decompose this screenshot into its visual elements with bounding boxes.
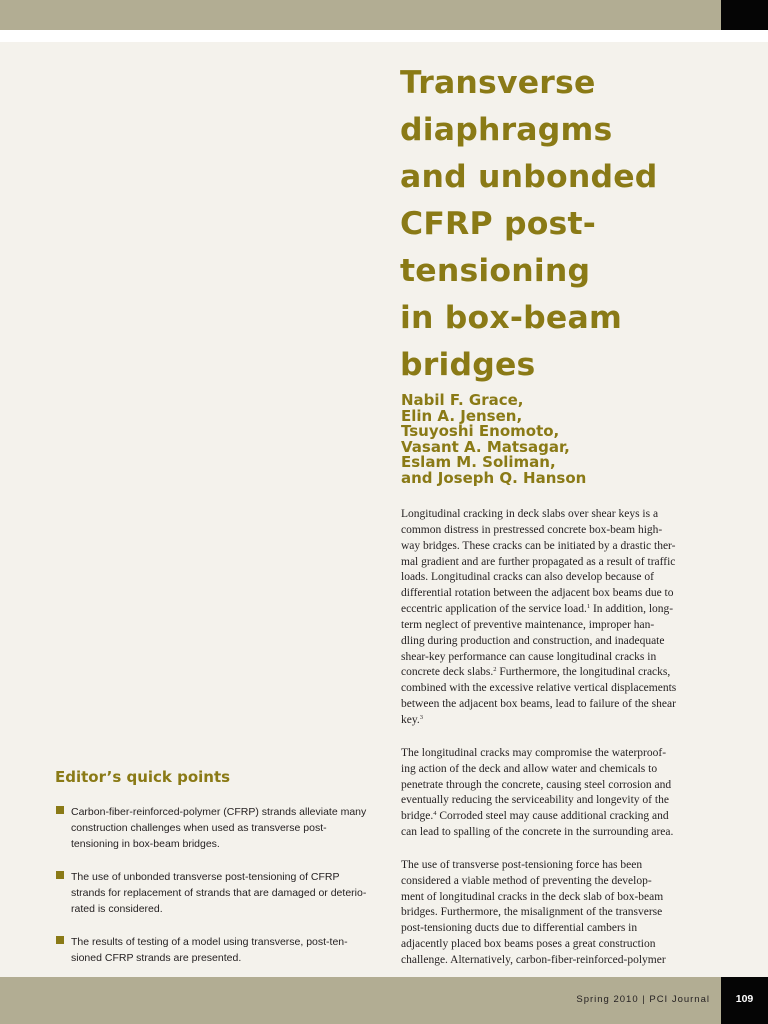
body-line: loads. Longitudinal cracks can also develop because of xyxy=(401,571,654,584)
body-line: The longitudinal cracks may compromise the waterproof- xyxy=(401,746,667,759)
quick-point-line: strands for replacement of strands that are damaged or deterio- xyxy=(71,887,367,899)
body-line xyxy=(401,713,713,729)
author-line: Vasant A. Matsagar, xyxy=(401,437,570,456)
quick-point-line: rated is considered. xyxy=(71,903,163,915)
citation-ref: 4 xyxy=(433,810,437,818)
body-line: term neglect of preventive maintenance, improper han- xyxy=(401,618,655,631)
body-line: challenge. Alternatively, carbon-fiber-reinforced-polymer xyxy=(401,953,666,966)
header-rule xyxy=(0,30,768,42)
author-list xyxy=(401,393,761,487)
author-line: Eslam M. Soliman, xyxy=(401,453,556,472)
body-text: In addition, long- xyxy=(590,603,674,616)
title-line: in box-beam xyxy=(400,300,622,336)
author-line: Nabil F. Grace, xyxy=(401,391,524,409)
title-line: tensioning xyxy=(400,253,591,289)
quick-point-item xyxy=(55,804,385,852)
body-column xyxy=(401,507,713,986)
body-line xyxy=(401,809,713,825)
body-text: bridge. xyxy=(401,810,434,823)
body-line xyxy=(401,665,713,681)
body-line: Longitudinal cracking in deck slabs over shear keys is a xyxy=(401,508,659,520)
body-text: concrete deck slabs. xyxy=(401,666,494,679)
body-text: key. xyxy=(401,713,420,726)
body-line: The use of transverse post-tensioning force has been xyxy=(401,858,643,871)
author-line: Elin A. Jensen, xyxy=(401,406,523,425)
body-line: penetrate through the concrete, causing steel corrosion and xyxy=(401,778,672,791)
citation-ref: 2 xyxy=(493,666,497,674)
body-text: eccentric application of the service load. xyxy=(401,603,587,616)
body-paragraph-2 xyxy=(401,746,713,841)
header-corner-block xyxy=(721,0,768,30)
title-line: CFRP post- xyxy=(400,206,597,242)
square-bullet-icon xyxy=(56,871,64,879)
quick-point-line: sioned CFRP strands are presented. xyxy=(71,952,242,964)
author-line: Tsuyoshi Enomoto, xyxy=(401,422,560,441)
author-line: and Joseph Q. Hanson xyxy=(401,468,587,487)
quick-point-item xyxy=(55,869,385,917)
body-line: common distress in prestressed concrete box-beam high- xyxy=(401,523,663,536)
title-line: bridges xyxy=(400,347,536,383)
body-line: considered a viable method of preventing the develop- xyxy=(401,874,652,887)
body-line: way bridges. These cracks can be initiated by a drastic ther- xyxy=(401,539,676,552)
body-line: combined with the excessive relative vertical displacements xyxy=(401,682,677,695)
body-line: post-tensioning ducts due to differential cambers in xyxy=(401,922,638,935)
title-line: Transverse xyxy=(400,65,596,101)
quick-point-line: The use of unbonded transverse post-tensioning of CFRP xyxy=(71,871,340,883)
quick-point-text xyxy=(71,934,385,966)
body-line xyxy=(401,602,713,618)
body-line: mal gradient and are further propagated as a result of traffic xyxy=(401,555,676,568)
header-band xyxy=(0,0,721,30)
citation-ref: 3 xyxy=(419,713,423,721)
quick-point-item xyxy=(55,934,385,966)
article-title xyxy=(400,60,760,389)
square-bullet-icon xyxy=(56,936,64,944)
body-line: shear-key performance can cause longitudinal cracks in xyxy=(401,650,657,663)
body-line: bridges. Furthermore, the misalignment of the transverse xyxy=(401,906,663,919)
body-line: ment of longitudinal cracks in the deck slab of box-beam xyxy=(401,890,664,903)
quick-point-line: The results of testing of a model using transverse, post-ten- xyxy=(71,936,348,948)
body-text: Corroded steel may cause additional cracking and xyxy=(436,810,669,823)
title-line: diaphragms xyxy=(400,112,613,148)
body-line: between the adjacent box beams, lead to failure of the shear xyxy=(401,698,676,711)
quick-point-line: construction challenges when used as transverse post- xyxy=(71,822,327,834)
body-paragraph-3 xyxy=(401,858,713,969)
body-line: adjacently placed box beams poses a great construction xyxy=(401,938,656,951)
title-line: and unbonded xyxy=(400,159,658,195)
body-line: differential rotation between the adjacent box beams due to xyxy=(401,587,674,600)
body-line: eventually reducing the serviceability and longevity of the xyxy=(401,794,669,807)
quick-points-list xyxy=(55,804,385,983)
quick-point-line: Carbon-fiber-reinforced-polymer (CFRP) strands alleviate many xyxy=(71,806,367,818)
square-bullet-icon xyxy=(56,806,64,814)
body-line: dling during production and construction, and inadequate xyxy=(401,634,665,647)
body-line: can lead to spalling of the concrete in the surrounding area. xyxy=(401,826,674,839)
quick-point-text xyxy=(71,869,385,917)
body-text: Furthermore, the longitudinal cracks, xyxy=(496,666,671,679)
quick-point-text xyxy=(71,804,385,852)
quick-point-line: tensioning in box-beam bridges. xyxy=(71,838,220,850)
body-line: ing action of the deck and allow water and chemicals to xyxy=(401,762,658,775)
page-number: 109 xyxy=(735,993,754,1005)
quick-points-heading: Editor’s quick points xyxy=(55,768,231,786)
body-paragraph-1 xyxy=(401,507,713,729)
citation-ref: 1 xyxy=(586,603,591,611)
journal-footer: Spring 2010 | PCI Journal xyxy=(576,994,710,1005)
